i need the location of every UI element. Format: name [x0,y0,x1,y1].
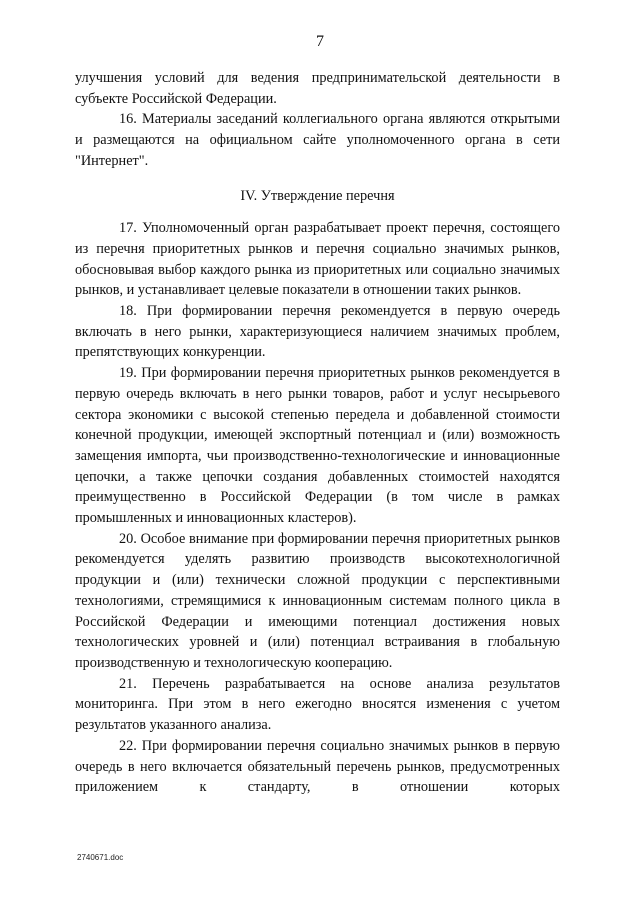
paragraph-18: 18. При формировании перечня рекомендуется в первую очередь включать в него рынки, характеризующиеся наличием значимых проблем, препятствующих конкуренции. [75,303,560,361]
footer-filename: 2740671.doc [77,853,124,862]
paragraph-19: 19. При формировании перечня приоритетных рынков рекомендуется в первую очередь включать в него рынки товаров, работ и услуг несырьевого сектора экономики с высокой степенью передела и добавленной стоимости конечной продукции, имеющей экспортный потенциал и (или) возможность замещения импорта, чьи производственно-технологические и инновационные цепочки, а также цепочки создания добавленных стоимостей находятся преимущественно в Российской Федерации (в том числе в рамках промышленных и инновационных кластеров). [75,365,560,527]
section-heading: IV. Утверждение перечня [240,187,395,204]
paragraph-21: 21. Перечень разрабатывается на основе анализа результатов мониторинга. При этом в него ежегодно вносятся изменения с учетом результатов указанного анализа. [75,675,560,734]
paragraph-17: 17. Уполномоченный орган разрабатывает проект перечня, состоящего из перечня приоритетных рынков и перечня социально значимых рынков, обосновывая выбор каждого рынка из приоритетных или социально значимых рынков, и устанавливает целевые показатели в отношении таких рынков. [75,220,560,299]
document-body [75,68,560,798]
paragraph-22: 22. При формировании перечня социально значимых рынков в первую очередь в него включается обязательный перечень рынков, предусмотренных приложением к стандарту, в отношении которых [75,737,560,796]
paragraph-16: 16. Материалы заседаний коллегиального органа являются открытыми и размещаются на официальном сайте уполномоченного органа в сети "Интернет". [75,111,560,169]
page-number: 7 [316,33,324,50]
paragraph-continuation: улучшения условий для ведения предпринимательской деятельности в субъекте Российской Федерации. [75,70,560,107]
paragraph-20: 20. Особое внимание при формировании перечня приоритетных рынков рекомендуется уделять развитию производств высокотехнологичной продукции и (или) технически сложной продукции с перспективными технологиями, стремящимися к инновационным системам полного цикла в Российской Федерации и имеющими потенциал достижения новых технологических уровней и (или) потенциал встраивания в глобальную производственную и технологическую кооперацию. [75,530,560,671]
